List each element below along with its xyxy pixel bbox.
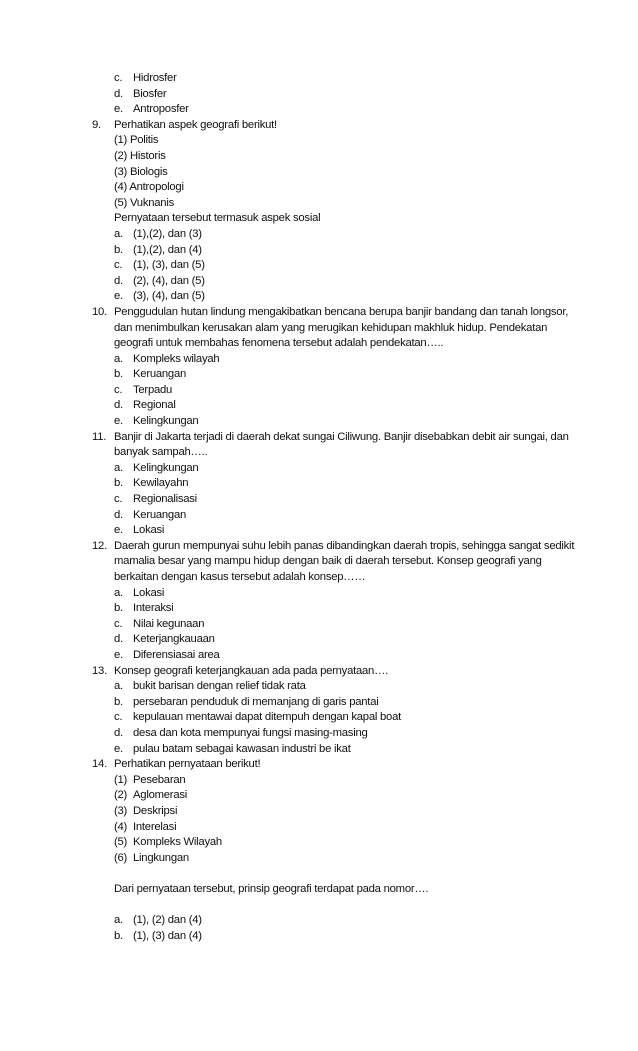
option-line: e. Diferensiasai area bbox=[114, 648, 220, 661]
spacer bbox=[0, 897, 638, 913]
aspect-item: (4) Antropologi bbox=[114, 181, 184, 194]
option-line: b. persebaran penduduk di memanjang di garis pantai bbox=[114, 695, 379, 708]
document-page bbox=[0, 71, 638, 944]
question-text-line: banyak sampah….. bbox=[114, 446, 208, 459]
question-text-line: berkaitan dengan kasus tersebut adalah konsep…… bbox=[114, 571, 366, 583]
principle-item: (6) Lingkungan bbox=[114, 851, 189, 864]
question-12-stem: 12. Daerah gurun mempunyai suhu lebih panas dibandingkan daerah tropis, sehingga sangat sedikit bbox=[0, 539, 638, 555]
question-13-stem: 13. Konsep geografi keterjangkauan ada pada pernyataan…. bbox=[0, 664, 638, 680]
option-line: d. Keruangan bbox=[114, 508, 187, 521]
question-prompt: Dari pernyataan tersebut, prinsip geografi terdapat pada nomor…. bbox=[114, 882, 429, 895]
option-line: a. Lokasi bbox=[114, 586, 165, 599]
option-line: a. (1), (2) dan (4) bbox=[114, 914, 202, 927]
option-line: c. Nilai kegunaan bbox=[114, 617, 205, 630]
aspect-item: (3) Biologis bbox=[114, 165, 168, 178]
option-line: c. (1), (3), dan (5) bbox=[114, 259, 205, 272]
option-line: e. pulau batam sebagai kawasan industri be ikat bbox=[114, 742, 351, 755]
question-text-line: geografi untuk membahas fenomena tersebut adalah pendekatan….. bbox=[114, 337, 444, 350]
option-line: d. Keterjangkauaan bbox=[114, 633, 215, 646]
principle-item: (4) Interelasi bbox=[114, 820, 177, 833]
question-prompt: Pernyataan tersebut termasuk aspek sosial bbox=[114, 212, 321, 225]
option-line: b. Kewilayahn bbox=[114, 477, 189, 490]
principle-item: (3) Deskripsi bbox=[114, 804, 178, 817]
option-letter: e. bbox=[114, 103, 123, 116]
option-line: e. Lokasi bbox=[114, 524, 165, 537]
option-line: a. Kelingkungan bbox=[114, 461, 199, 474]
option-line: c. kepulauan mentawai dapat ditempuh dengan kapal boat bbox=[114, 711, 402, 724]
option-line: a. Kompleks wilayah bbox=[114, 352, 220, 365]
option-line: b. Keruangan bbox=[114, 368, 187, 381]
option-line: a. bukit barisan dengan relief tidak rata bbox=[114, 680, 306, 693]
option-line: c. Regionalisasi bbox=[114, 493, 197, 506]
question-14-stem: 14. Perhatikan pernyataan berikut! bbox=[0, 757, 638, 773]
option-line bbox=[0, 87, 638, 103]
question-number: 10. bbox=[92, 305, 107, 318]
option-letter: d. bbox=[114, 87, 123, 100]
question-number: 14. bbox=[92, 758, 107, 771]
question-text: Perhatikan aspek geografi berikut! bbox=[114, 118, 277, 131]
option-line: b. (1),(2), dan (4) bbox=[114, 243, 202, 256]
option-text: Hidrosfer bbox=[133, 72, 177, 84]
option-line: c. Terpadu bbox=[114, 383, 173, 396]
option-line: b. Interaksi bbox=[114, 602, 174, 615]
option-letter: c. bbox=[114, 72, 123, 84]
option-line bbox=[0, 102, 638, 118]
question-9-stem bbox=[0, 118, 638, 134]
aspect-item: (2) Historis bbox=[114, 149, 166, 162]
option-line: d. (2), (4), dan (5) bbox=[114, 274, 205, 287]
option-line: b. (1), (3) dan (4) bbox=[114, 929, 202, 942]
aspect-item: (5) Vuknanis bbox=[114, 196, 174, 209]
question-11-stem: 11. Banjir di Jakarta terjadi di daerah dekat sungai Ciliwung. Banjir disebabkan debit air sungai, dan bbox=[0, 430, 638, 446]
principle-item: (2) Aglomerasi bbox=[114, 789, 188, 802]
spacer bbox=[0, 866, 638, 882]
aspect-item: (1) Politis bbox=[114, 134, 159, 147]
question-number: 13. bbox=[92, 664, 107, 677]
question-number: 12. bbox=[92, 539, 107, 552]
principle-item: (5) Kompleks Wilayah bbox=[114, 836, 222, 849]
question-10-stem: 10. Penggudulan hutan lindung mengakibatkan bencana berupa banjir bandang dan tanah longsor, bbox=[0, 305, 638, 321]
option-line: a. (1),(2), dan (3) bbox=[114, 227, 202, 240]
question-number: 9. bbox=[92, 118, 101, 131]
option-line bbox=[0, 71, 638, 87]
option-text: Antroposfer bbox=[133, 103, 189, 116]
option-line: e. (3), (4), dan (5) bbox=[114, 290, 205, 303]
question-text-line: mamalia besar yang mampu hidup dengan baik di daerah tersebut. Konsep geografi yang bbox=[114, 555, 542, 568]
question-number: 11. bbox=[92, 430, 107, 443]
option-line: e. Kelingkungan bbox=[114, 415, 199, 428]
principle-item: (1) Pesebaran bbox=[114, 773, 186, 786]
option-text: Biosfer bbox=[133, 87, 167, 100]
option-line: d. Regional bbox=[114, 399, 176, 412]
question-text-line: dan menimbulkan kerusakan alam yang merugikan kehidupan makhluk hidup. Pendekatan bbox=[114, 321, 548, 334]
option-line: d. desa dan kota mempunyai fungsi masing-masing bbox=[114, 726, 368, 739]
